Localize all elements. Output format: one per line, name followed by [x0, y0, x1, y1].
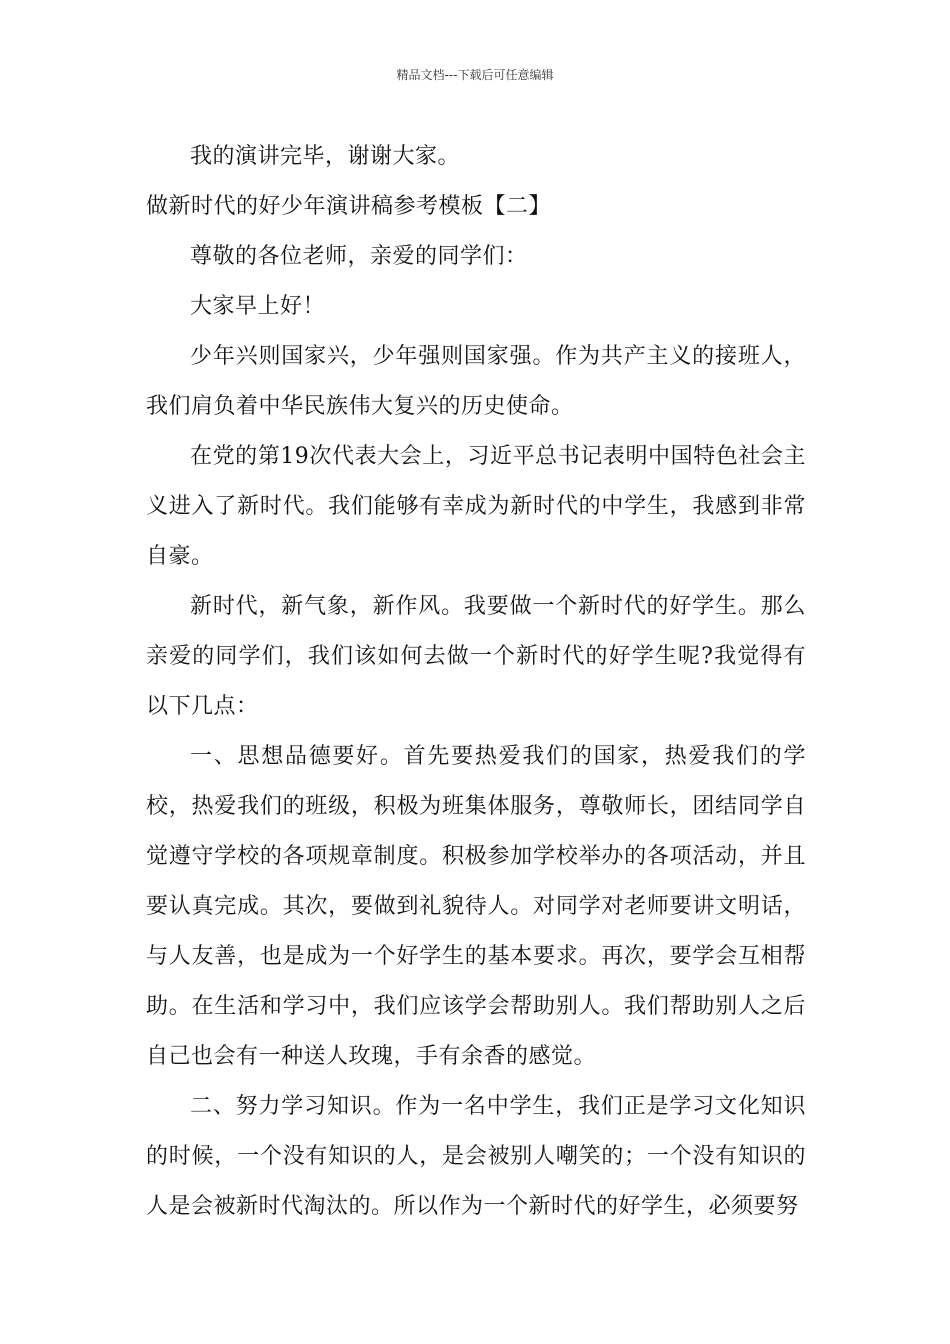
- closing-line: 我的演讲完毕，谢谢大家。: [190, 144, 461, 169]
- paragraph-youth: 少年兴则国家兴，少年强则国家强。作为共产主义的接班人，我们肩负着中华民族伟大复兴的历史使命。: [146, 344, 806, 419]
- greeting: 大家早上好！: [190, 294, 326, 319]
- page-header: 精品文档---下载后可任意编辑: [396, 68, 554, 82]
- document-body: [146, 132, 806, 1232]
- paragraph-point-one: 一、思想品德要好。首先要热爱我们的国家，热爱我们的学校，热爱我们的班级，积极为班集体服务，尊敬师长，团结同学自觉遵守学校的各项规章制度。积极参加学校举办的各项活动，并且要认真完成。其次，要做到礼貌待人。对同学对老师要讲文明话，与人友善，也是成为一个好学生的基本要求。再次，要学会互相帮助。在生活和学习中，我们应该学会帮助别人。我们帮助别人之后自己也会有一种送人玫瑰，手有余香的感觉。: [146, 744, 806, 1069]
- salutation: 尊敬的各位老师，亲爱的同学们：: [190, 244, 528, 269]
- paragraph-good-student: 新时代，新气象，新作风。我要做一个新时代的好学生。那么亲爱的同学们，我们该如何去做一个新时代的好学生呢?我觉得有以下几点：: [146, 594, 806, 719]
- paragraph-point-two: 二、努力学习知识。作为一名中学生，我们正是学习文化知识的时候，一个没有知识的人，是会被别人嘲笑的；一个没有知识的人是会被新时代淘汰的。所以作为一个新时代的好学生，必须要努: [146, 1094, 806, 1219]
- section-heading: 做新时代的好少年演讲稿参考模板【二】: [146, 194, 552, 219]
- paragraph-new-era: 在党的第19次代表大会上，习近平总书记表明中国特色社会主义进入了新时代。我们能够有幸成为新时代的中学生，我感到非常自豪。: [146, 444, 806, 569]
